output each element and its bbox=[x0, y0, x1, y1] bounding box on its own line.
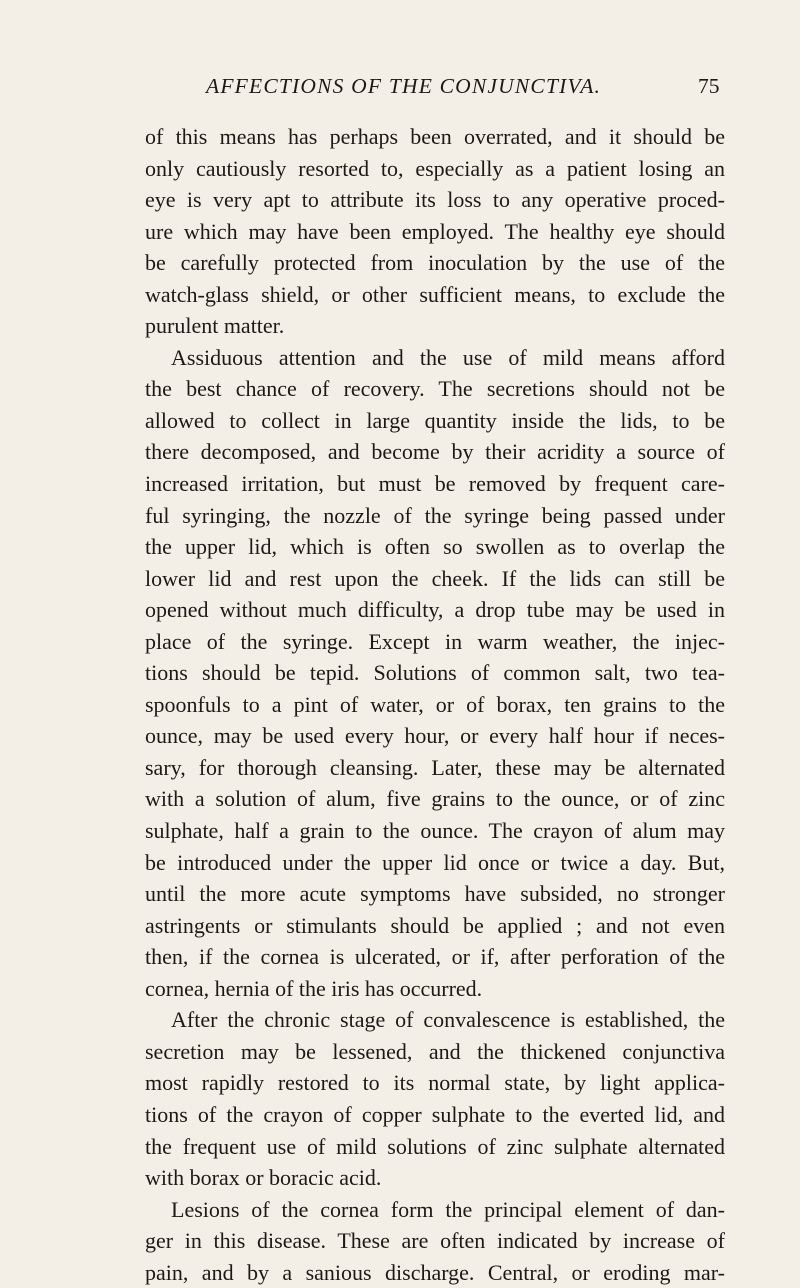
paragraph bbox=[145, 342, 725, 1004]
text-line: lower lid and rest upon the cheek. If the lids can still be bbox=[145, 565, 725, 591]
text-line: only cautiously resorted to, especially as a patient losing an bbox=[145, 155, 725, 181]
text-line: ure which may have been employed. The healthy eye should bbox=[145, 218, 725, 244]
paragraph bbox=[145, 1004, 725, 1193]
running-title: AFFECTIONS OF THE CONJUNCTIVA. bbox=[206, 74, 602, 98]
text-line: then, if the cornea is ulcerated, or if, after perforation of the bbox=[145, 944, 725, 970]
text-line: sulphate, half a grain to the ounce. The crayon of alum may bbox=[145, 818, 725, 844]
text-line: opened without much difficulty, a drop tube may be used in bbox=[145, 597, 725, 623]
text-line: pain, and by a sanious discharge. Central, or eroding mar- bbox=[145, 1259, 725, 1285]
text-line: there decomposed, and become by their acridity a source of bbox=[145, 439, 725, 465]
text-line: spoonfuls to a pint of water, or of borax, ten grains to the bbox=[145, 691, 725, 717]
text-line: be carefully protected from inoculation by the use of the bbox=[145, 250, 725, 276]
text-line: cornea, hernia of the iris has occurred. bbox=[145, 975, 483, 1001]
text-line: astringents or stimulants should be applied ; and not even bbox=[145, 912, 725, 938]
text-line: Assiduous attention and the use of mild means afford bbox=[171, 344, 725, 370]
text-line: secretion may be lessened, and the thickened conjunctiva bbox=[145, 1038, 725, 1064]
text-line: the frequent use of mild solutions of zinc sulphate alternated bbox=[145, 1133, 725, 1159]
text-line: tions should be tepid. Solutions of common salt, two tea- bbox=[145, 660, 725, 686]
text-line: After the chronic stage of convalescence is established, the bbox=[171, 1007, 725, 1033]
text-line: until the more acute symptoms have subsided, no stronger bbox=[145, 881, 725, 907]
text-line: most rapidly restored to its normal state, by light applica- bbox=[145, 1070, 725, 1096]
text-line: purulent matter. bbox=[145, 313, 285, 339]
text-line: allowed to collect in large quantity inside the lids, to be bbox=[145, 407, 725, 433]
text-line: of this means has perhaps been overrated, and it should be bbox=[145, 124, 725, 149]
paragraph bbox=[145, 1194, 725, 1288]
text-line: increased irritation, but must be removed by frequent care- bbox=[145, 471, 725, 497]
text-line: ounce, may be used every hour, or every half hour if neces- bbox=[145, 723, 725, 749]
text-line: with a solution of alum, five grains to the ounce, or of zinc bbox=[145, 786, 725, 812]
body-text bbox=[145, 121, 725, 1288]
text-line: tions of the crayon of copper sulphate to the everted lid, and bbox=[145, 1101, 725, 1127]
text-line: watch-glass shield, or other sufficient means, to exclude the bbox=[145, 281, 725, 307]
text-line: with borax or boracic acid. bbox=[145, 1165, 382, 1191]
text-line: place of the syringe. Except in warm weather, the injec- bbox=[145, 628, 725, 654]
text-line: the upper lid, which is often so swollen as to overlap the bbox=[145, 534, 725, 560]
text-line: eye is very apt to attribute its loss to any operative proced- bbox=[145, 187, 725, 213]
text-line: be introduced under the upper lid once or twice a day. But, bbox=[145, 849, 725, 875]
text-line: the best chance of recovery. The secretions should not be bbox=[145, 376, 725, 402]
text-line: ger in this disease. These are often indicated by increase of bbox=[145, 1228, 725, 1254]
paragraph bbox=[145, 121, 725, 342]
text-line: ful syringing, the nozzle of the syringe being passed under bbox=[145, 502, 725, 528]
text-line: Lesions of the cornea form the principal element of dan- bbox=[171, 1196, 725, 1222]
text-line: sary, for thorough cleansing. Later, these may be alternated bbox=[145, 754, 725, 780]
page-number: 75 bbox=[698, 74, 720, 98]
running-head bbox=[0, 74, 800, 114]
